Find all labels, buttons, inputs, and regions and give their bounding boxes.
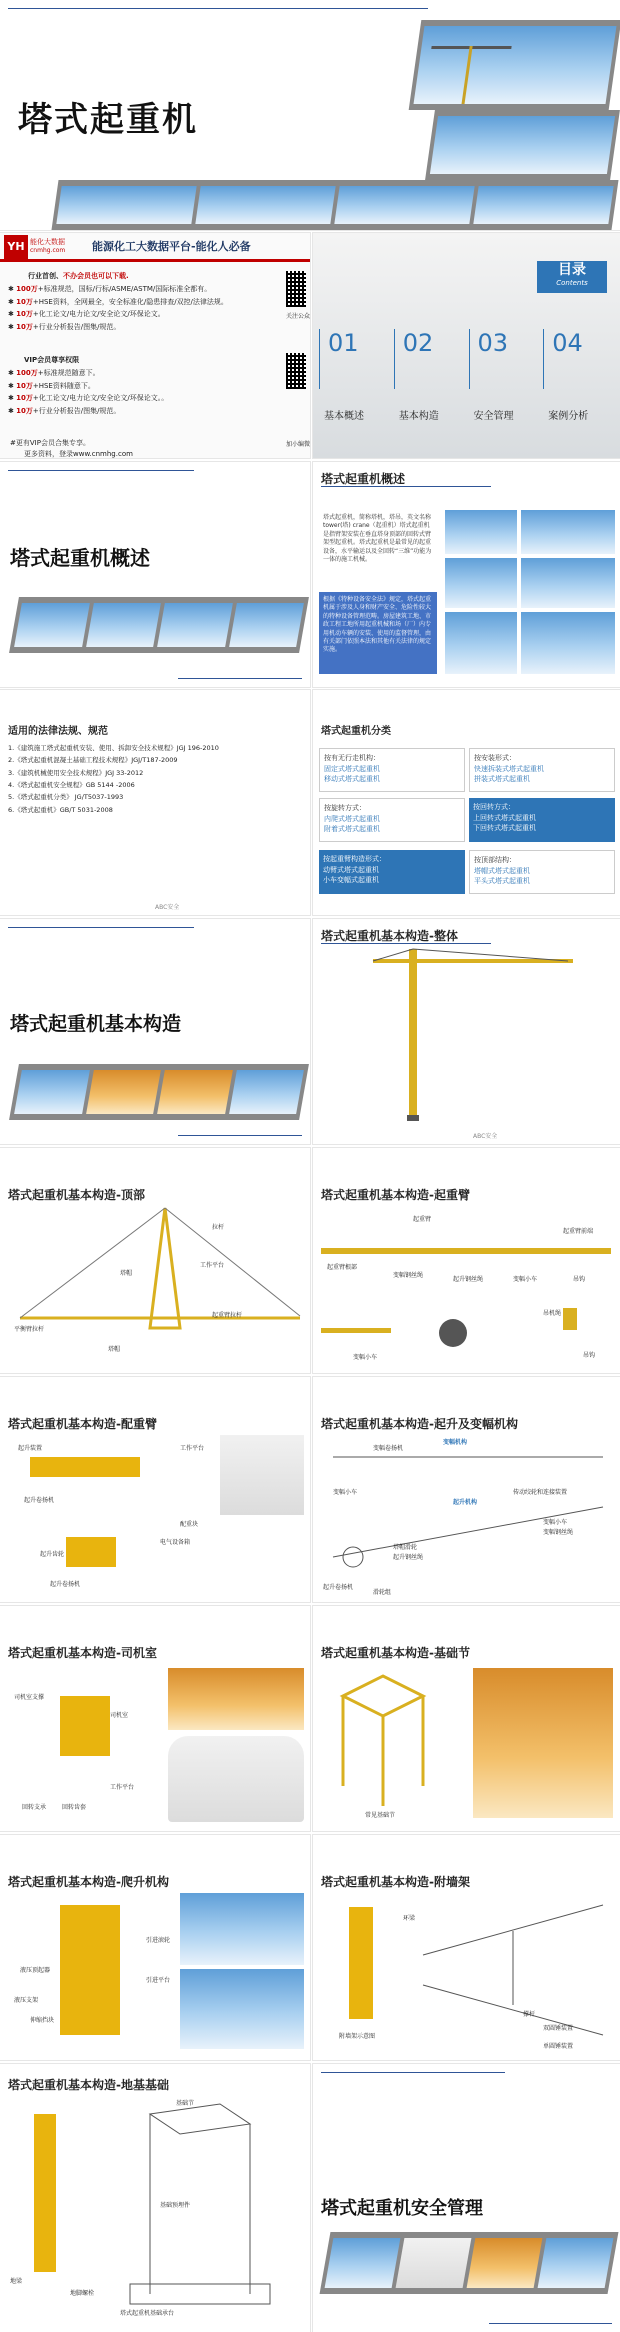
footer-text: ABC安全	[473, 1133, 498, 1140]
ad-industry-head: 行业首创、不办会员也可以下载.	[28, 272, 129, 280]
slide-title: 塔式起重机基本构造-起升及变幅机构	[321, 1417, 518, 1431]
label: 工作平台	[200, 1262, 225, 1269]
label: 单圆锤装置	[543, 2043, 574, 2050]
label: 工作平台	[180, 1445, 205, 1452]
hoist-drawing	[313, 1377, 620, 1602]
ad-line: ✱ 10万+行业分析报告/图集/规范。	[8, 322, 121, 331]
slide-overview-section	[0, 462, 310, 687]
class-line: 移动式塔式起重机	[324, 775, 380, 783]
ad-vip-lines	[8, 367, 168, 417]
label: 工作平台	[110, 1784, 135, 1791]
label: 起升钢丝绳	[453, 1276, 484, 1283]
toc-title: 目录	[558, 262, 586, 278]
ad-site-small: cnmhg.com	[30, 247, 66, 254]
label: 双圆锤装置	[543, 2025, 574, 2032]
slide-foundation	[0, 2064, 310, 2332]
label: 液压顶起器	[20, 1967, 51, 1974]
slide-overview	[313, 462, 620, 687]
variable-amplitude-label: 变幅机构	[443, 1439, 468, 1446]
label: 起重臂前端	[563, 1228, 594, 1235]
cover-film-bottom	[51, 180, 618, 230]
law-item: 1.《建筑施工塔式起重机安装、使用、拆卸安全技术规程》JGJ 196-2010	[8, 744, 219, 752]
slide-title: 塔式起重机概述	[321, 472, 406, 486]
toc-item-label: 案例分析	[548, 411, 589, 422]
class-head: 按顶部结构：	[474, 856, 516, 864]
toc-item-num: 01	[328, 329, 359, 357]
slide-base	[313, 1606, 620, 1831]
label: 平衡臂拉杆	[14, 1326, 45, 1333]
label: 起重臂根部	[327, 1264, 358, 1271]
label: 塔帽	[120, 1270, 133, 1277]
overview-para-1: 塔式起重机，简称塔机，塔吊，英文名称tower(塔) crane（起重机）塔式起重机是指臂架安装在垂直塔身顶部的回转式臂架型起重机。塔式起重机是最常见的起重设备，水平输运以及全回转“三维”功能为一体的施工机械。	[323, 514, 432, 563]
slide-title: 塔式起重机基本构造-爬升机构	[8, 1875, 169, 1889]
hoisting-mechanism-label: 起升机构	[453, 1499, 478, 1506]
overview-photo	[445, 558, 517, 608]
slide-climb	[0, 1835, 310, 2060]
class-line: 动臂式塔式起重机	[323, 865, 379, 874]
overview-photo	[521, 612, 615, 674]
section-title: 塔式起重机概述	[10, 546, 150, 570]
top-rule	[8, 470, 194, 471]
toc-item[interactable]	[469, 329, 540, 422]
slide-whole	[313, 919, 620, 1144]
overview-photo	[445, 612, 517, 674]
class-line: 附着式塔式起重机	[324, 825, 380, 833]
cab-photo	[168, 1668, 304, 1730]
class-box	[469, 798, 615, 842]
slide-tie	[313, 1835, 620, 2060]
class-line: 平头式塔式起重机	[474, 877, 530, 885]
footer-text: ABC安全	[155, 904, 180, 911]
counter-photo	[220, 1435, 304, 1515]
cover-film-mid	[425, 110, 620, 180]
slide-title: 塔式起重机基本构造-顶部	[8, 1188, 145, 1202]
counter-gear	[66, 1537, 116, 1567]
ad-vip-line: ✱ 100万+标准规范随意下。	[8, 369, 100, 377]
climb-photo	[180, 1893, 304, 1965]
slide-ad	[0, 233, 310, 458]
label: 起升卷扬机	[323, 1584, 354, 1591]
climb-photo	[180, 1969, 304, 2049]
label: 塔帽	[108, 1346, 121, 1353]
label: 回转支承	[22, 1804, 47, 1811]
law-item: 6.《塔式起重机》GB/T 5031-2008	[8, 805, 113, 814]
toc-item-num: 04	[552, 329, 583, 357]
label: 塔帽滑轮	[393, 1544, 418, 1551]
label: 变幅小车	[333, 1489, 358, 1496]
label: 变幅小车	[353, 1354, 378, 1361]
top-rule	[321, 2072, 505, 2073]
tower-top-drawing	[0, 1148, 310, 1373]
label: 起重臂拉杆	[212, 1312, 243, 1319]
overview-photo	[445, 510, 517, 554]
top-rule	[8, 927, 194, 928]
overview-para-2: 根据《特种设备安全法》规定，塔式起重机属于涉及人身和财产安全、危险性较大的特种设备管理范畴。房屋建筑工地、市政工程工地所用起重机械和场（厂）内专用机动车辆的安装、使用的监督管理，由有关部门依照本法和其他有关法律的规定实施。	[319, 592, 437, 674]
base-photo	[473, 1668, 613, 1818]
class-box	[319, 850, 465, 894]
cover-title: 塔式起重机	[18, 100, 198, 140]
counter-body	[30, 1457, 140, 1477]
toc-items	[319, 329, 614, 422]
tie-drawing	[313, 1835, 620, 2060]
label: 常见基础节	[365, 1812, 396, 1819]
climb-body	[60, 1905, 120, 2035]
class-line: 快速拆装式塔式起重机	[474, 764, 544, 773]
label: 变幅小车	[513, 1276, 538, 1283]
label: 环梁	[403, 1915, 416, 1922]
label: 吊钩	[583, 1352, 596, 1359]
label: 起升卷扬机	[50, 1581, 81, 1588]
cover-film-top	[409, 20, 620, 110]
class-head: 按回转方式：	[473, 803, 515, 811]
label: 吊机绳	[543, 1310, 562, 1317]
toc-badge	[537, 261, 607, 293]
toc-item-label: 基本构造	[398, 411, 439, 422]
ad-logo: YH	[4, 235, 28, 259]
label: 附墙架示意图	[339, 2033, 376, 2040]
cab-body	[60, 1696, 110, 1756]
class-head: 按旋转方式：	[324, 804, 366, 812]
label: 引进滚轮	[146, 1937, 171, 1944]
label: 变幅卷扬机	[373, 1445, 404, 1452]
section-title: 塔式起重机基本构造	[10, 1013, 182, 1035]
class-line: 拼装式塔式起重机	[474, 775, 530, 783]
law-item: 4.《塔式起重机安全规程》GB 5144 -2006	[8, 781, 135, 790]
law-item: 3.《建筑机械使用安全技术规程》JGJ 33-2012	[8, 768, 144, 777]
label: 变幅钢丝绳	[393, 1272, 424, 1279]
label: 回转齿套	[62, 1804, 87, 1811]
ad-brand: 能化大数据	[30, 238, 65, 246]
label: 拉杆	[212, 1224, 225, 1231]
slide-title: 塔式起重机基本构造-司机室	[8, 1646, 157, 1660]
slide-hoist	[313, 1377, 620, 1602]
class-line: 小车变幅式起重机	[323, 876, 379, 884]
foundation-drawing	[0, 2064, 310, 2332]
ad-more: #更有VIP会员合集专享。	[10, 439, 90, 447]
bottom-rule	[489, 2323, 612, 2324]
ad-vip-line: ✱ 10万+化工论文/电力论文/安全论文/环保论文。。	[8, 394, 169, 403]
qr1-label: 关注公众	[286, 313, 310, 320]
toc-item[interactable]	[543, 329, 614, 422]
slide-title: 塔式起重机基本构造-配重臂	[8, 1417, 157, 1431]
overview-photo	[521, 510, 615, 554]
slide-jib	[313, 1148, 620, 1373]
toc-item[interactable]	[394, 329, 465, 422]
ad-lines	[8, 283, 228, 333]
slide-cab	[0, 1606, 310, 1831]
ad-banner-rule	[0, 259, 310, 262]
crane-drawing	[313, 919, 620, 1144]
class-line: 塔帽式塔式起重机	[474, 866, 530, 875]
qr-code-icon	[286, 353, 306, 389]
class-head: 按安装形式：	[474, 754, 516, 762]
qr-code-icon	[286, 271, 306, 307]
label: 塔式起重机基础承台	[120, 2310, 175, 2317]
class-box	[469, 850, 615, 894]
label: 起升钢丝绳	[393, 1554, 424, 1561]
toc-item-num: 02	[402, 329, 434, 357]
label: 地脚螺栓	[70, 2290, 95, 2297]
laws-list	[8, 742, 219, 816]
label: 地梁	[10, 2278, 23, 2285]
label: 传动绞轮和连接装置	[513, 1489, 568, 1496]
class-line: 下回转式塔式起重机	[473, 824, 536, 832]
label: 撑杆	[523, 2011, 536, 2018]
qr2-label: 加小编微	[286, 441, 310, 448]
slide-class	[313, 690, 620, 915]
slide-title: 塔式起重机基本构造-地基基础	[8, 2078, 169, 2092]
label: 司机室	[110, 1712, 129, 1719]
label: 基础节	[176, 2100, 195, 2107]
slide-safety-section	[313, 2064, 620, 2332]
slide-toc	[313, 233, 620, 458]
label: 变幅钢丝绳	[543, 1529, 574, 1536]
section-film	[9, 597, 309, 653]
slide-cover	[0, 0, 620, 230]
slide-title: 塔式起重机基本构造-基础节	[321, 1646, 470, 1660]
slide-structure-section	[0, 919, 310, 1144]
label: 液压支架	[14, 1997, 39, 2004]
toc-item[interactable]	[319, 329, 390, 422]
ad-line: ✱ 100万+标准规范，国标/行标/ASME/ASTM/国际标准全都有。	[8, 285, 212, 293]
overview-photo	[521, 558, 615, 608]
class-line: 上回转式塔式起重机	[473, 813, 536, 822]
class-box	[319, 798, 465, 842]
ad-vip-line: ✱ 10万+行业分析报告/图集/规范。	[8, 406, 121, 415]
top-rule	[8, 8, 428, 9]
law-item: 5.《塔式起重机分类》 JG/T5037-1993	[8, 793, 124, 802]
section-film	[9, 1064, 309, 1120]
ad-line: ✱ 10万+化工论文/电力论文/安全论文/环保论文。	[8, 310, 165, 319]
label: 吊钩	[573, 1276, 586, 1283]
slide-title: 塔式起重机分类	[321, 726, 391, 737]
toc-subtitle: Contents	[556, 279, 588, 287]
bottom-rule	[178, 678, 302, 679]
jib-drawing	[313, 1148, 620, 1373]
slide-title: 塔式起重机基本构造-整体	[321, 929, 458, 943]
bottom-rule	[178, 1135, 302, 1136]
class-head: 按有无行走机构：	[324, 754, 380, 762]
slide-top	[0, 1148, 310, 1373]
slide-title: 塔式起重机基本构造-附墙架	[321, 1875, 470, 1889]
label: 起升卷扬机	[24, 1497, 55, 1504]
ad-site-link[interactable]: 更多资料，登录www.cnmhg.com	[24, 450, 133, 458]
toc-item-num: 03	[477, 329, 509, 357]
label: 变幅小车	[543, 1519, 568, 1526]
label: 起升装置	[18, 1445, 43, 1452]
toc-item-label: 安全管理	[473, 411, 514, 422]
cab-photo	[168, 1736, 304, 1822]
label: 滑轮组	[373, 1589, 392, 1596]
section-film	[320, 2232, 619, 2294]
label: 电气设备箱	[160, 1539, 191, 1546]
class-line: 内爬式塔式起重机	[324, 814, 380, 823]
toc-item-label: 基本概述	[324, 411, 364, 422]
law-item: 2.《塔式起重机混凝土基础工程技术规程》JGJ/T187-2009	[8, 756, 178, 765]
class-line: 固定式塔式起重机	[324, 764, 380, 773]
label: 司机室支撑	[14, 1694, 45, 1701]
ad-banner-text: 能源化工大数据平台-能化人必备	[92, 240, 251, 253]
ad-vip-line: ✱ 10万+HSE资料随意下。	[8, 381, 95, 390]
class-box	[319, 748, 465, 792]
slide-title: 适用的法律法规、规范	[8, 726, 108, 737]
label: 引进平台	[146, 1977, 171, 1984]
label: 配重块	[180, 1521, 199, 1528]
slide-title: 塔式起重机基本构造-起重臂	[321, 1188, 470, 1202]
ad-vip-head: VIP会员尊享权限	[24, 356, 80, 364]
label: 基础预埋件	[160, 2202, 191, 2209]
label: 起重臂	[413, 1216, 432, 1223]
section-title: 塔式起重机安全管理	[321, 2198, 483, 2219]
slide-laws	[0, 690, 310, 915]
ad-line: ✱ 10万+HSE资料，全网最全，安全标准化/隐患排查/双控/法律法规。	[8, 297, 228, 306]
label: 伸缩挡块	[30, 2017, 55, 2024]
class-head: 按起重臂构造形式：	[323, 855, 386, 863]
label: 起升齿轮	[40, 1551, 65, 1558]
class-box	[469, 748, 615, 792]
slide-counter	[0, 1377, 310, 1602]
